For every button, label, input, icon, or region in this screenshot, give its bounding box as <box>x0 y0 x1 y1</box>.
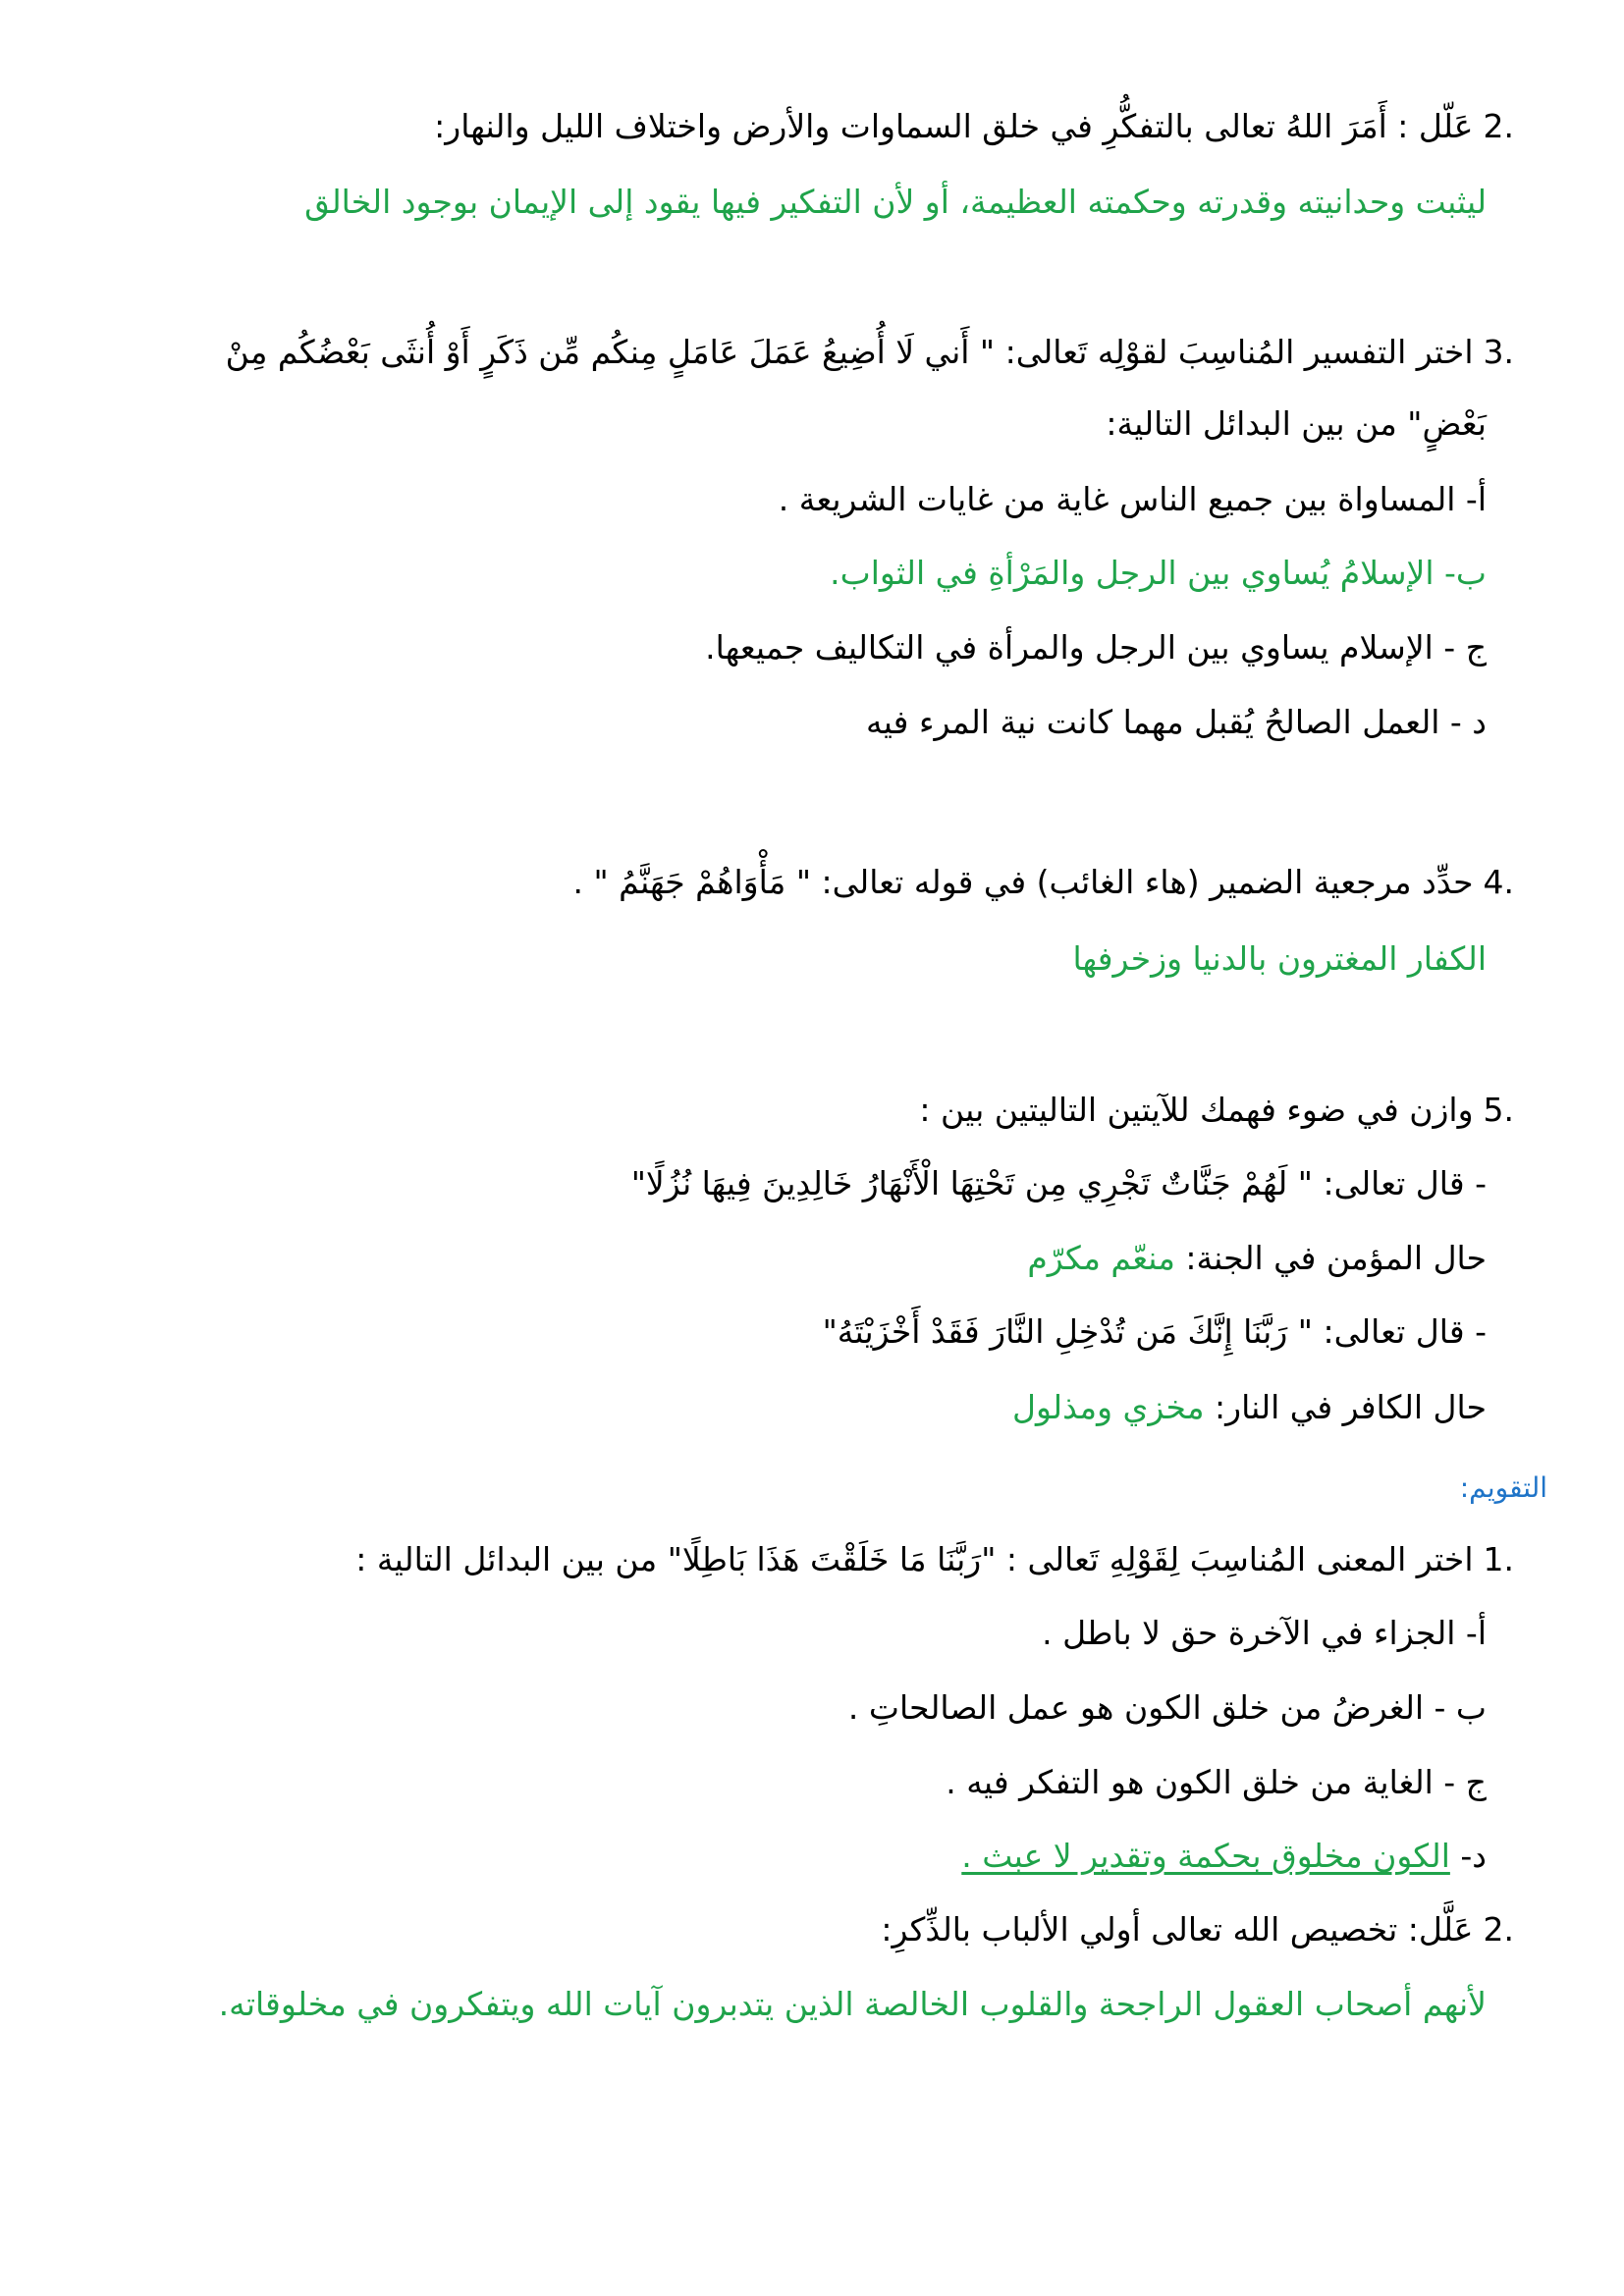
q4-number: 4. <box>1483 863 1514 901</box>
q3-option-b-answer: ب- الإسلامُ يُساوي بين الرجل والمَرْأةِ في الثواب. <box>830 554 1487 592</box>
q5-state-1-label: حال المؤمن في الجنة: <box>1185 1239 1487 1277</box>
evaluation-heading: التقويم: <box>1459 1471 1547 1504</box>
q5-number: 5. <box>1483 1091 1514 1129</box>
eval-q1-question-text: اختر المعنى المُناسِبَ لِقَوْلِهِ تَعالى : "رَبَّنَا مَا خَلَقْتَ هَذَا بَاطِلًا" من بين البدائل التالية : <box>355 1540 1474 1578</box>
eval-q1-option-b: ب - الغرضُ من خلق الكون هو عمل الصالحاتِ . <box>847 1688 1487 1727</box>
eval-q1-option-a: أ- الجزاء في الآخرة حق لا باطل . <box>1042 1614 1487 1652</box>
eval-q1-option-d <box>961 1833 1487 1880</box>
eval-q1-question <box>355 1536 1514 1583</box>
q5-state-1-answer: منعّم مكرّم <box>1027 1239 1175 1277</box>
q5-state-2-answer: مخزي ومذلول <box>1012 1388 1205 1426</box>
eval-q1-option-d-prefix: د- <box>1460 1837 1487 1875</box>
q3-question-text: اختر التفسير المُناسِبَ لقوْلِه تَعالى: " أَني لَا أُضِيعُ عَمَلَ عَامَلٍ مِنكُم مِّن ذَكَرٍ أَوْ أُنثَى بَعْضُكُم مِنْ <box>225 333 1474 371</box>
q4-answer: الكفار المغترون بالدنيا وزخرفها <box>1072 939 1487 978</box>
eval-q1-option-d-answer: الكون مخلوق بحكمة وتقدير لا عبث . <box>961 1837 1450 1875</box>
q3-question-line2: بَعْضٍ" من بين البدائل التالية: <box>1106 404 1487 443</box>
q5-verse-2: - قال تعالى: " رَبَّنَا إِنَّكَ مَن تُدْخِلِ النَّارَ فَقَدْ أَخْزَيْتَهُ" <box>822 1312 1487 1351</box>
q5-state-2-label: حال الكافر في النار: <box>1215 1388 1487 1426</box>
q3-option-c: ج - الإسلام يساوي بين الرجل والمرأة في التكاليف جميعها. <box>705 628 1487 667</box>
eval-q2-number: 2. <box>1483 1910 1514 1949</box>
q5-state-1 <box>1027 1235 1487 1282</box>
q2-question-text: عَلّل : أَمَرَ اللهُ تعالى بالتفكُّرِ في خلق السماوات والأرض واختلاف الليل والنهار: <box>434 107 1474 145</box>
eval-q1-number: 1. <box>1483 1540 1514 1578</box>
eval-q2-question-text: عَلَّل: تخصيص الله تعالى أولي الألباب بالذِّكرِ: <box>881 1910 1474 1949</box>
eval-q1-option-c: ج - الغاية من خلق الكون هو التفكر فيه . <box>946 1763 1487 1801</box>
q4-question <box>572 859 1514 906</box>
q4-question-text: حدِّد مرجعية الضمير (هاء الغائب) في قوله تعالى: " مَأْوَاهُمْ جَهَنَّمُ " . <box>572 863 1474 901</box>
eval-q2-question <box>881 1906 1514 1953</box>
q3-number: 3. <box>1483 333 1514 371</box>
q5-question <box>919 1087 1514 1134</box>
q2-answer: ليثبت وحدانيته وقدرته وحكمته العظيمة، أو لأن التفكير فيها يقود إلى الإيمان بوجود الخالق <box>304 183 1487 221</box>
q3-option-d: د - العمل الصالحُ يُقبل مهما كانت نية المرء فيه <box>866 703 1487 741</box>
q2-question <box>434 103 1514 150</box>
q2-number: 2. <box>1483 107 1514 145</box>
q5-verse-1: - قال تعالى: " لَهُمْ جَنَّاتٌ تَجْرِي مِن تَحْتِهَا الْأَنْهَارُ خَالِدِينَ فِيهَا نُزُلًا" <box>630 1164 1487 1202</box>
eval-q2-answer: لأنهم أصحاب العقول الراجحة والقلوب الخالصة الذين يتدبرون آيات الله ويتفكرون في مخلوقاته. <box>218 1985 1487 2023</box>
q3-question-line1 <box>226 329 1514 376</box>
q5-question-text: وازن في ضوء فهمك للآيتين التاليتين بين : <box>919 1091 1474 1129</box>
q5-state-2 <box>1012 1384 1487 1431</box>
q3-option-a: أ- المساواة بين جميع الناس غاية من غايات الشريعة . <box>778 480 1487 518</box>
